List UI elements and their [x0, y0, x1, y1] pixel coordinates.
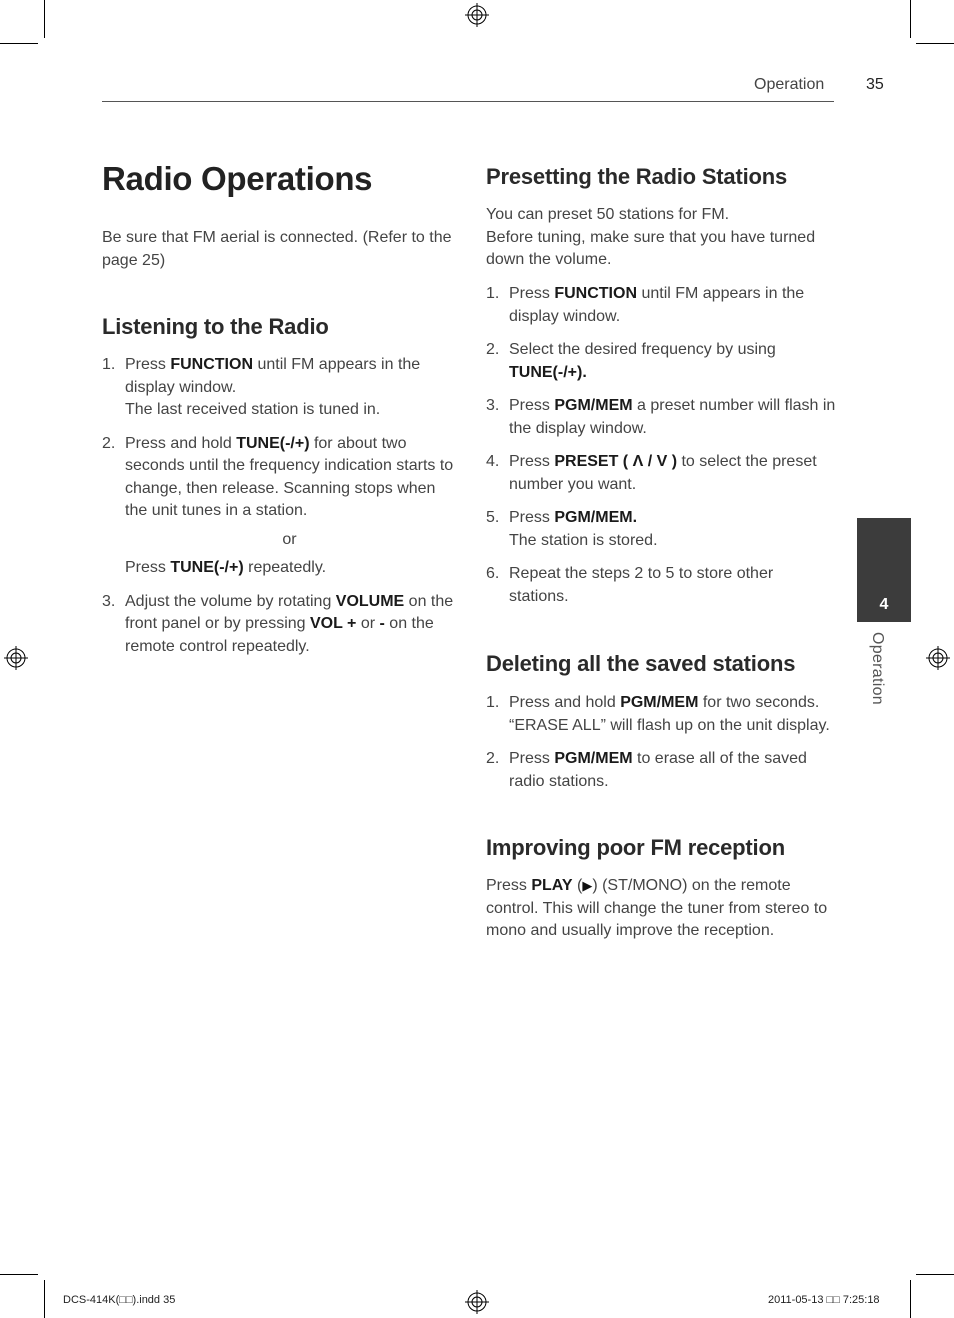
- listening-steps: [102, 354, 454, 669]
- list-item: 3. Press PGM/MEM a preset number will flash in the display window.: [486, 397, 836, 437]
- registration-mark-icon: [465, 3, 489, 27]
- chapter-number: 4: [879, 596, 889, 613]
- list-item: 5. Press PGM/MEM. The station is stored.: [486, 509, 658, 549]
- list-item: 1. Press FUNCTION until FM appears in the display window. The last received station is tuned in.: [102, 356, 421, 418]
- registration-mark-icon: [465, 1290, 489, 1314]
- crop-mark: [910, 1280, 911, 1318]
- list-item: 2. Select the desired frequency by using TUNE(-/+).: [486, 341, 776, 381]
- list-item: 2. Press PGM/MEM to erase all of the saved radio stations.: [486, 750, 807, 790]
- section-heading-presetting: Presetting the Radio Stations: [486, 164, 788, 189]
- list-item: 2. Press and hold TUNE(-/+) for about two seconds until the frequency indication starts to change, then release. Scanning stops when the unit tunes in a station. or Press TUNE(-/+) repeatedly.: [102, 434, 454, 576]
- page-number: 35: [866, 76, 884, 93]
- list-item: 3. Adjust the volume by rotating VOLUME on the front panel or by pressing VOL + or - on the remote control repeatedly.: [102, 592, 454, 655]
- registration-mark-icon: [4, 646, 28, 670]
- deleting-steps: [486, 692, 836, 804]
- crop-mark: [0, 43, 38, 44]
- presetting-intro: You can preset 50 stations for FM. Before tuning, make sure that you have turned down the volume.: [486, 206, 816, 268]
- improving-paragraph: Press PLAY (▶) (ST/MONO) on the remote control. This will change the tuner from stereo to mono and usually improve the reception.: [486, 877, 828, 939]
- section-heading-deleting: Deleting all the saved stations: [486, 651, 796, 676]
- running-header-section: Operation: [754, 76, 825, 93]
- presetting-steps: [486, 283, 836, 619]
- crop-mark: [44, 1280, 45, 1318]
- crop-mark: [44, 0, 45, 38]
- crop-mark: [910, 0, 911, 38]
- or-separator: or: [282, 530, 297, 548]
- header-rule: [102, 101, 834, 102]
- crop-mark: [916, 43, 954, 44]
- section-heading-improving: Improving poor FM reception: [486, 835, 785, 860]
- registration-mark-icon: [926, 646, 950, 670]
- play-icon: ▶: [582, 878, 593, 893]
- intro-paragraph: Be sure that FM aerial is connected. (Refer to the page 25): [102, 229, 452, 269]
- footer-file-info: DCS-414K(□□).indd 35: [63, 1294, 176, 1306]
- crop-mark: [0, 1274, 38, 1275]
- section-heading-listening: Listening to the Radio: [102, 314, 329, 339]
- list-item: 6. Repeat the steps 2 to 5 to store other stations.: [486, 565, 774, 605]
- list-item: 4. Press PRESET ( Λ / V ) to select the preset number you want.: [486, 453, 817, 493]
- chapter-label: Operation: [869, 632, 886, 705]
- list-item: 1. Press and hold PGM/MEM for two seconds. “ERASE ALL” will flash up on the unit display.: [486, 694, 830, 734]
- footer-timestamp: 2011-05-13 □□ 7:25:18: [768, 1294, 880, 1306]
- list-item: 1. Press FUNCTION until FM appears in the display window.: [486, 285, 805, 325]
- crop-mark: [916, 1274, 954, 1275]
- page-title: Radio Operations: [102, 160, 373, 197]
